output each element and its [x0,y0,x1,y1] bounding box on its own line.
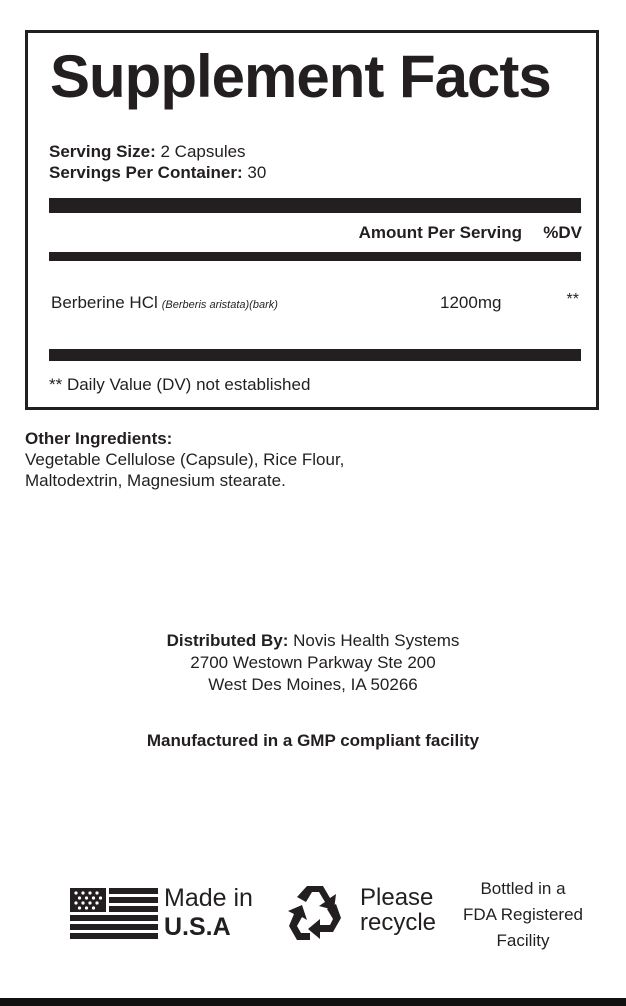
made-in-line2: U.S.A [164,913,231,941]
divider-medium [49,252,581,261]
serving-info [49,141,266,183]
bottom-edge-bar [0,998,626,1006]
made-in-line1: Made in [164,884,253,912]
us-flag-icon [70,888,158,942]
divider-bottom [49,349,581,361]
please-recycle [360,885,436,935]
other-ingredients-label: Other Ingredients: [25,429,173,448]
ingredient-latin-name: (Berberis aristata)(bark) [161,299,278,311]
bottled-line3: Facility [496,931,550,950]
divider-thick [49,198,581,213]
bottled-line2: FDA Registered [463,905,583,924]
gmp-statement: Manufactured in a GMP compliant facility [146,731,480,750]
distributor-address-line2: West Des Moines, IA 50266 [208,675,418,694]
other-ingredients [25,428,344,491]
distributed-by-label: Distributed By: [166,631,289,650]
please-recycle-line2: recycle [360,909,437,936]
servings-per-container-label: Servings Per Container: [49,163,243,182]
other-ingredients-line1: Vegetable Cellulose (Capsule), Rice Flour, [25,450,345,469]
amount-per-serving-header: Amount Per Serving [358,223,522,242]
panel-title: Supplement Facts [50,43,551,110]
serving-size-value: 2 Capsules [160,142,246,161]
ingredient-dv: ** [566,291,579,308]
bottled-line1: Bottled in a [480,879,566,898]
ingredient-name-text: Berberine HCl [51,293,158,312]
serving-size-label: Serving Size: [49,142,156,161]
other-ingredients-line2: Maltodextrin, Magnesium stearate. [25,471,286,490]
made-in-usa [164,884,253,942]
fda-bottled-statement [455,876,591,954]
distributor-info [0,630,626,696]
supplement-facts-panel [25,30,599,410]
distributor-name: Novis Health Systems [293,631,460,650]
servings-per-container-value: 30 [247,163,267,182]
ingredient-amount: 1200mg [440,293,502,312]
please-recycle-line1: Please [360,884,434,911]
ingredient-name [51,293,278,313]
recycle-icon [282,880,348,946]
dv-footnote: ** Daily Value (DV) not established [49,375,311,394]
dv-header: %DV [543,223,582,242]
distributor-address-line1: 2700 Westown Parkway Ste 200 [190,653,436,672]
